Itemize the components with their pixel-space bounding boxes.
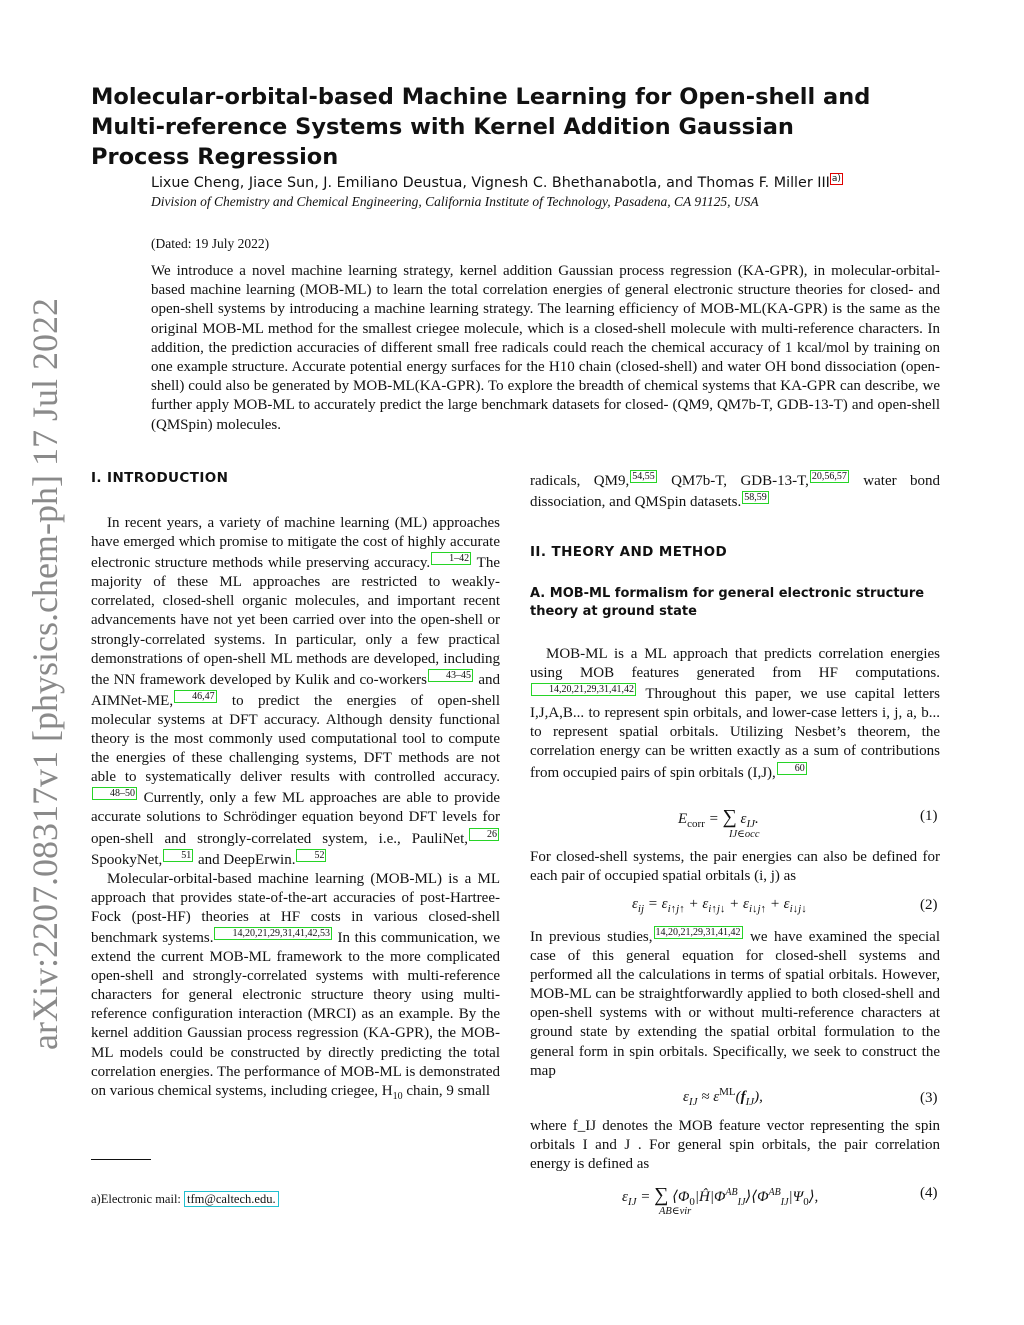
equation-number: (1)	[920, 808, 938, 824]
intro-paragraph-2: Molecular-orbital-based machine learning (MOB-ML) is a ML approach that provides state-of-the-art accuracies of post-Hartree-Fock (post-HF) theories at HF costs in various closed-shell benchmark systems. 14,20,21,29,31,41,42,53 In this communication, we extend the current MOB-ML framework to the more complicated open-shell and strongly-correlated systems with multi-reference characters for general electronic structure theory using multi-reference configuration interaction (MRCI) as an example. By the kernel addition Gaussian process regression (KA-GPR), the MOB-ML models could be constructed by directly predicting the total correlation energies. The performance of MOB-ML is demonstrated on various chemical systems, including criegee, $H_{10}$ chain, 9 small	[91, 870, 500, 1102]
equation-number: (2)	[920, 897, 938, 913]
equation-number: (4)	[920, 1185, 938, 1201]
text: to predict the energies of open-shell molecular systems at DFT accuracy. Although density functional theory is the most commonly used computational tool to compute the energies of these challenging systems, DFT methods are not able to systematically deliver results with controlled accuracy.	[91, 692, 500, 786]
arxiv-stamp: arXiv:2207.08317v1 [physics.chem-ph] 17 Jul 2022	[25, 298, 65, 1050]
citation-link[interactable]: 14,20,21,29,31,41,42	[531, 683, 636, 696]
citation-link[interactable]: 43–45	[428, 669, 473, 682]
text: In recent years, a variety of machine learning (ML) approaches have emerged which promise to mitigate the cost of highly accurate electronic structure methods while preserving accuracy.	[91, 515, 500, 572]
text: In previous studies,	[530, 929, 653, 945]
text: In this communication, we extend the current MOB-ML framework to the more complicated open-shell and strongly-correlated systems with multi-reference characters for general electronic structure theory using multi-reference configuration interaction (MRCI) as an example. By the kernel addition Gaussian process regression (KA-GPR), the MOB-ML models could be constructed by directly predicting the total correlation energies. The performance of MOB-ML is demonstrated on various chemical systems, including criegee, H	[91, 929, 500, 1099]
citation-link[interactable]: 60	[777, 762, 807, 775]
authors-text: Lixue Cheng, Jiace Sun, J. Emiliano Deustua, Vignesh C. Bhethanabotla, and Thomas F. Miller III	[151, 175, 830, 191]
text: Molecular-orbital-based machine learning (MOB-ML) is a ML approach that provides state-of-the-art accuracies of post-Hartree-Fock (post-HF) theories at HF costs in various closed-shell benchmark systems.	[91, 870, 500, 946]
equation-1: $E_{corr}$ = ∑ $\varepsilon_{IJ}$.	[678, 806, 759, 830]
footnote-label: a)Electronic mail:	[91, 1192, 185, 1206]
text: QM7b-T, GDB-13-T,	[657, 473, 809, 489]
text: SpookyNet,	[91, 851, 163, 868]
text: MOB-ML is a ML approach that predicts correlation energies using MOB features generated from HF computations.	[530, 646, 940, 682]
citation-link[interactable]: 14,20,21,29,31,41,42,53	[214, 927, 332, 940]
date-line: (Dated: 19 July 2022)	[151, 236, 270, 251]
text: The majority of these ML approaches are restricted to weakly-correlated, closed-shell organic molecules, and important recent advancements have not yet been carried over into the open-shell or strongly-correlated systems. In particular, only a few practical demonstrations of open-shell ML methods are developed, including the NN framework developed by Kulik and co-workers	[91, 555, 500, 688]
left-column	[91, 514, 500, 1101]
text: we have examined the special case of this general equation for closed-shell systems and performed all the calculations in terms of spatial orbitals. However, MOB-ML can be straightforwardly applied to both closed-shell and open-shell systems with or without multi-reference characters at ground state by extending the spatial orbital formulation to the general form in spin orbitals. Specifically, we seek to construct the map	[530, 929, 940, 1079]
paragraph: where f_IJ denotes the MOB feature vector representing the spin orbitals I and J . For general spin orbitals, the pair correlation energy is defined as	[530, 1118, 940, 1173]
equation-number: (3)	[920, 1090, 938, 1106]
intro-paragraph-1	[91, 514, 500, 870]
section-heading-introduction: I. INTRODUCTION	[91, 470, 229, 486]
text: and DeepErwin.	[194, 851, 296, 868]
theory-paragraph-3	[530, 926, 940, 1081]
equation-4: $\varepsilon_{IJ}$ = ∑ $⟨\Phi_0|Ĥ|\Phi^{AB}_{IJ}⟩⟨\Phi^{AB}_{IJ}|\Psi_0⟩$,	[622, 1184, 819, 1208]
citation-link[interactable]: 52	[296, 849, 326, 862]
equation-4-subscript: AB∈vir	[659, 1206, 692, 1217]
equation-1-subscript: IJ∈occ	[729, 829, 760, 840]
citation-link[interactable]: 26	[469, 828, 499, 841]
theory-paragraph-4	[530, 1117, 940, 1174]
citation-link[interactable]: 14,20,21,29,31,41,42	[655, 927, 741, 938]
author-list	[151, 173, 843, 191]
text: Throughout this paper, we use capital letters I,J,A,B... to represent spin orbitals, and lower-case letters i, j, a, b... to represent spatial orbitals. Utilizing Nesbet’s theorem, the correlation energy can be written exactly as a sum of contributions from occupied pairs of spin orbitals (I,J),	[530, 686, 940, 781]
text: water bond dissociation, and QMSpin datasets.	[530, 473, 940, 511]
equation-3: $\varepsilon_{IJ} \approx \varepsilon^{ML}(f_{IJ})$,	[683, 1086, 763, 1108]
footnote-rule	[91, 1159, 151, 1160]
citation-link[interactable]: 54,55	[632, 471, 655, 482]
text: chain, 9 small	[402, 1082, 491, 1099]
citation-link[interactable]: 20,56,57	[811, 471, 847, 482]
citation-link[interactable]: 1–42	[431, 552, 471, 565]
paragraph	[530, 645, 940, 783]
paper-title: Molecular-orbital-based Machine Learning for Open-shell and Multi-reference Systems with Kernel Addition Gaussian Process Regression	[91, 84, 871, 170]
abstract: We introduce a novel machine learning strategy, kernel addition Gaussian process regression (KA-GPR), in molecular-orbital-based machine learning (MOB-ML) to learn the total correlation energies of general electronic structure theories for closed- and open-shell systems by introducing a machine learning strategy. The learning efficiency of MOB-ML(KA-GPR) is the same as the original MOB-ML method for the smallest criegee molecule, which is a closed-shell molecule with multi-reference characters. In addition, the prediction accuracies of different small free radicals could reach the chemical accuracy of 1 kcal/mol by training on one example structure. Accurate potential energy surfaces for the H10 chain (closed-shell) and water OH bond dissociation (open-shell) could also be generated by MOB-ML(KA-GPR). To explore the breadth of chemical systems that KA-GPR can describe, we further apply MOB-ML to accurately predict the large benchmark datasets for closed- (QM9, QM7b-T, GDB-13-T) and open-shell (QMSpin) molecules.	[151, 263, 940, 433]
email-link[interactable]: tfm@caltech.edu.	[184, 1191, 279, 1207]
equation-2: $\varepsilon_{ij} = \varepsilon_{i↑j↑} + \varepsilon_{i↑j↓} + \varepsilon_{i↓j↑} + \varepsilon_{i↓j↓}$	[632, 896, 807, 915]
right-column-continuation	[530, 470, 940, 512]
subsection-heading-mobml: A. MOB-ML formalism for general electronic structure theory at ground state	[530, 586, 925, 619]
affiliation: Division of Chemistry and Chemical Engineering, California Institute of Technology, Pasadena, CA 91125, USA	[151, 194, 759, 209]
citation-link[interactable]: 51	[163, 849, 193, 862]
author-note-link[interactable]: a)	[831, 174, 841, 184]
text: and AIMNet-ME,	[91, 671, 500, 709]
intro-continuation	[530, 470, 940, 512]
text: Currently, only a few ML approaches are able to provide accurate solutions to Schrödinger equation beyond DFT levels for open-shell and strongly-correlated system, i.e., PauliNet,	[91, 790, 500, 847]
theory-paragraph-1	[530, 645, 940, 783]
paragraph	[530, 926, 940, 1081]
theory-paragraph-2	[530, 848, 940, 886]
citation-link[interactable]: 48–50	[92, 787, 137, 800]
text: radicals, QM9,	[530, 473, 630, 489]
citation-link[interactable]: 46,47	[174, 690, 217, 703]
footnote	[91, 1192, 279, 1207]
paragraph: For closed-shell systems, the pair energies can also be defined for each pair of occupied spatial orbitals (i, j) as	[530, 849, 940, 885]
section-heading-theory: II. THEORY AND METHOD	[530, 544, 728, 560]
citation-link[interactable]: 58,59	[744, 492, 767, 504]
